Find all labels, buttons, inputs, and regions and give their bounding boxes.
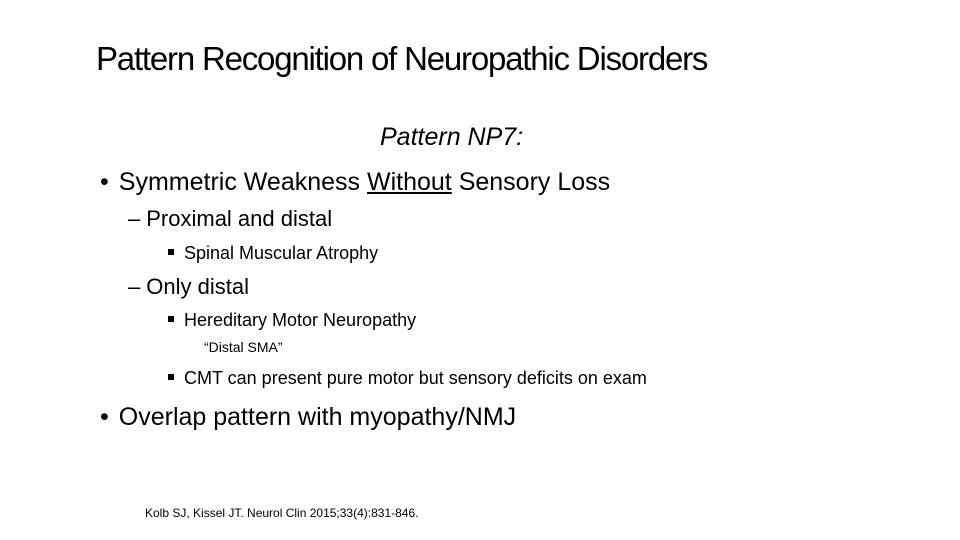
bullet-text-after: Sensory Loss bbox=[451, 168, 611, 196]
square-bullet-icon bbox=[168, 374, 174, 380]
subbullet-text: Only distal bbox=[146, 274, 249, 299]
bullet-symmetric-weakness bbox=[100, 168, 610, 197]
bullet-text-underlined: Without bbox=[366, 168, 452, 196]
square-bullet-icon bbox=[168, 316, 174, 322]
bullet-text-before: Symmetric Weakness bbox=[118, 168, 367, 196]
slide-title: Pattern Recognition of Neuropathic Disorders bbox=[96, 40, 708, 77]
item-text: Spinal Muscular Atrophy bbox=[184, 243, 379, 263]
bullet-text: Overlap pattern with myopathy/NMJ bbox=[118, 403, 517, 431]
bullet-marker: • bbox=[100, 403, 109, 431]
square-bullet-icon bbox=[168, 249, 174, 255]
item-text: CMT can present pure motor but sensory deficits on exam bbox=[184, 368, 647, 388]
dash-marker: – bbox=[128, 206, 141, 231]
subbullet-proximal-distal bbox=[128, 206, 332, 232]
item-text: Hereditary Motor Neuropathy bbox=[184, 310, 417, 330]
pattern-subtitle: Pattern NP7: bbox=[380, 123, 524, 151]
note-distal-sma: “Distal SMA” bbox=[204, 339, 283, 355]
item-spinal-muscular-atrophy bbox=[168, 243, 378, 264]
subbullet-only-distal bbox=[128, 274, 249, 300]
item-cmt bbox=[168, 368, 647, 389]
dash-marker: – bbox=[128, 274, 141, 299]
item-hereditary-motor-neuropathy bbox=[168, 310, 416, 331]
reference-citation: Kolb SJ, Kissel JT. Neurol Clin 2015;33(4):831-846. bbox=[145, 506, 419, 520]
bullet-overlap-pattern bbox=[100, 403, 516, 432]
subbullet-text: Proximal and distal bbox=[146, 206, 333, 231]
bullet-marker: • bbox=[100, 168, 109, 196]
